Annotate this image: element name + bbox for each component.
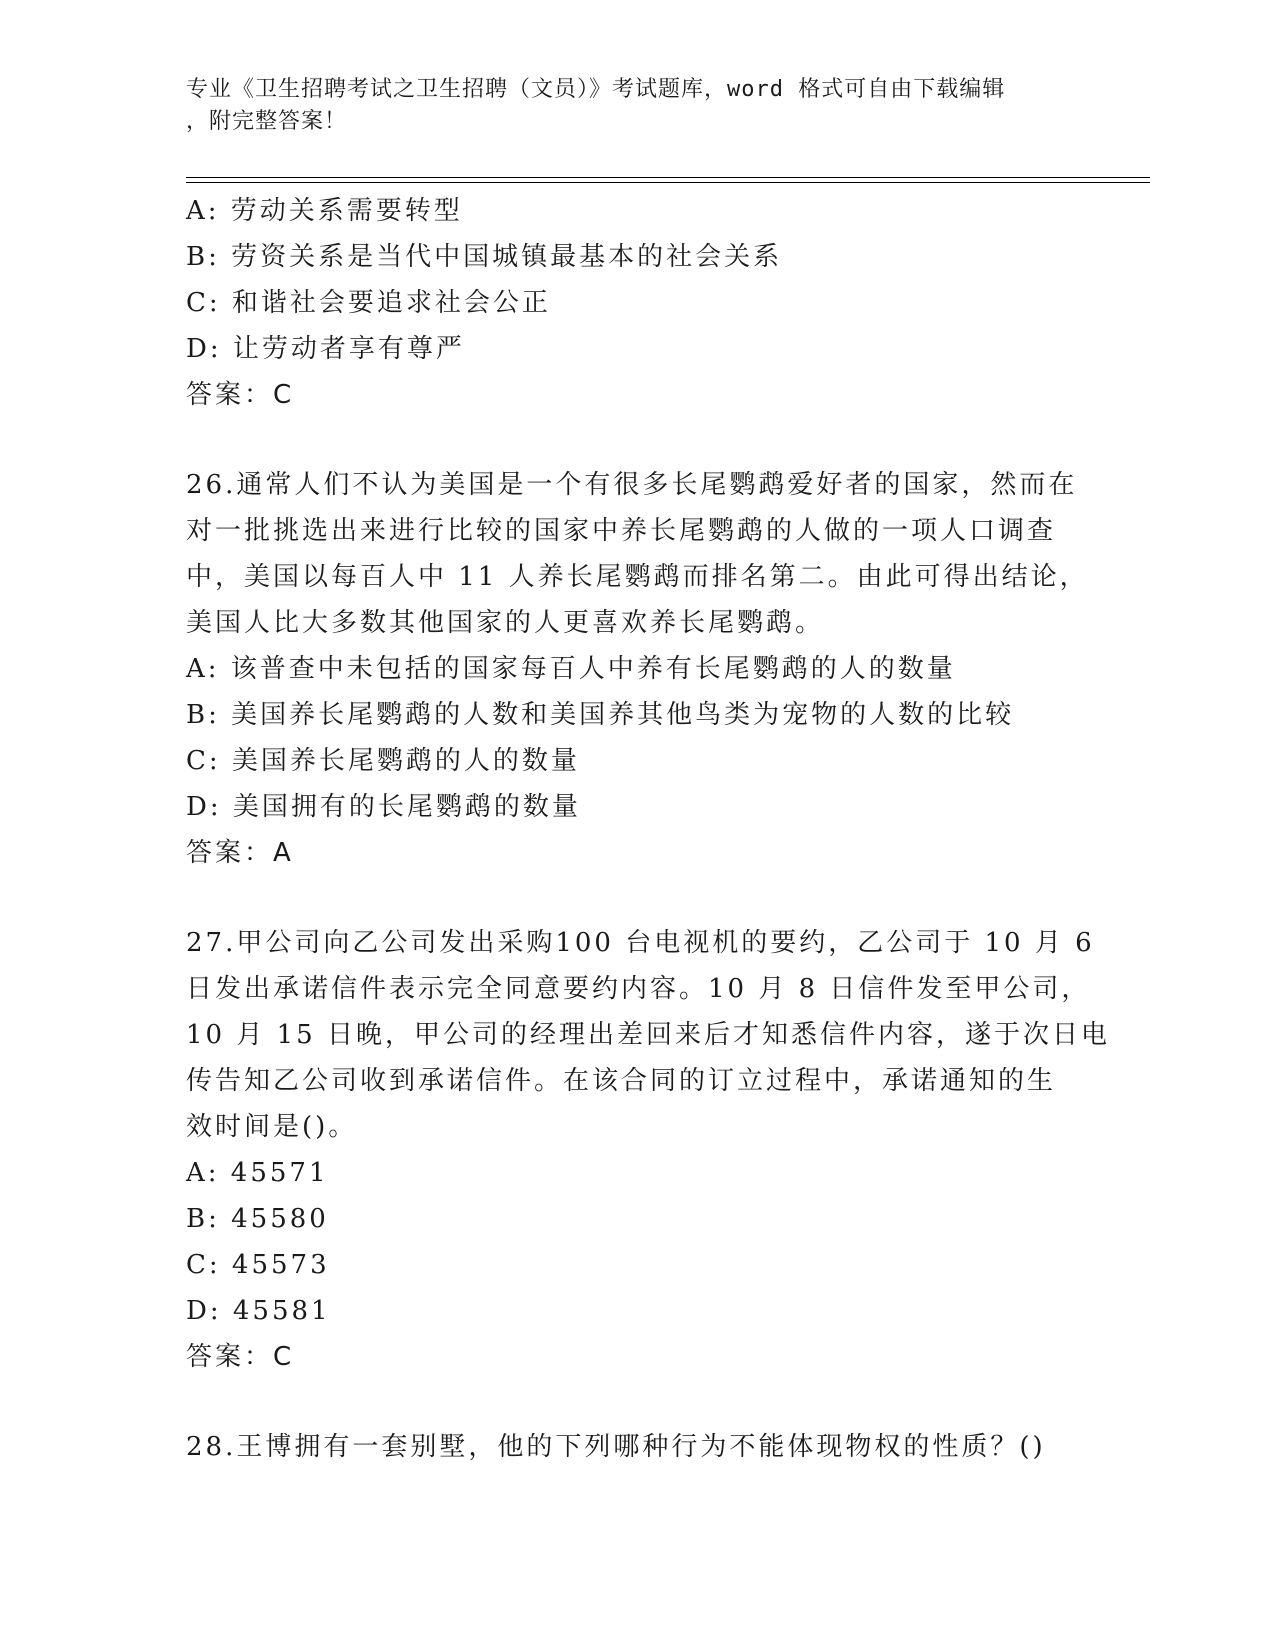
question-27	[186, 920, 1110, 1380]
option-b: B: 美国养长尾鹦鹉的人数和美国养其他鸟类为宠物的人数的比较	[186, 700, 1015, 730]
question-text-line: 日发出承诺信件表示完全同意要约内容。10 月 8 日信件发至甲公司，	[186, 974, 1091, 1004]
spacer	[186, 418, 1086, 462]
option-d: D: 45581	[186, 1296, 331, 1326]
option-d: D: 美国拥有的长尾鹦鹉的数量	[186, 792, 581, 822]
option-a: A: 45571	[186, 1158, 329, 1188]
answer: 答案：C	[186, 1342, 295, 1372]
answer: 答案：C	[186, 380, 295, 410]
option-a: A: 该普查中未包括的国家每百人中养有长尾鹦鹉的人的数量	[186, 654, 956, 684]
document-body	[186, 188, 1110, 1470]
document-header	[186, 74, 1086, 138]
header-line-1: 专业《卫生招聘考试之卫生招聘（文员）》考试题库，word 格式可自由下载编辑	[186, 77, 1006, 102]
question-text-line: 美国人比大多数其他国家的人更喜欢养长尾鹦鹉。	[186, 608, 825, 638]
question-25	[186, 188, 1086, 418]
option-a: A: 劳动关系需要转型	[186, 196, 463, 226]
question-28	[186, 1424, 1086, 1470]
answer: 答案：A	[186, 838, 294, 868]
option-c: C: 45573	[186, 1250, 330, 1280]
question-text-line: 28.王博拥有一套别墅，他的下列哪种行为不能体现物权的性质？()	[186, 1432, 1046, 1462]
question-text-line: 10 月 15 日晚，甲公司的经理出差回来后才知悉信件内容，遂于次日电	[186, 1020, 1110, 1050]
option-d: D: 让劳动者享有尊严	[186, 334, 465, 364]
option-c: C: 和谐社会要追求社会公正	[186, 288, 551, 318]
question-text-line: 中，美国以每百人中 11 人养长尾鹦鹉而排名第二。由此可得出结论，	[186, 562, 1089, 592]
option-b: B: 劳资关系是当代中国城镇最基本的社会关系	[186, 242, 783, 272]
question-text-line: 26.通常人们不认为美国是一个有很多长尾鹦鹉爱好者的国家，然而在	[186, 470, 1078, 500]
question-26	[186, 462, 1089, 876]
question-text-line: 效时间是()。	[186, 1112, 358, 1142]
question-text-line: 对一批挑选出来进行比较的国家中养长尾鹦鹉的人做的一项人口调查	[186, 516, 1057, 546]
spacer	[186, 876, 1086, 920]
header-rule-top	[186, 177, 1150, 178]
option-c: C: 美国养长尾鹦鹉的人的数量	[186, 746, 580, 776]
spacer	[186, 1380, 1086, 1424]
question-text-line: 27.甲公司向乙公司发出采购100 台电视机的要约，乙公司于 10 月 6	[186, 928, 1095, 958]
header-rule-bottom	[186, 182, 1150, 183]
header-line-2: ，附完整答案！	[186, 109, 348, 134]
question-text-line: 传告知乙公司收到承诺信件。在该合同的订立过程中，承诺通知的生	[186, 1066, 1057, 1096]
option-b: B: 45580	[186, 1204, 329, 1234]
